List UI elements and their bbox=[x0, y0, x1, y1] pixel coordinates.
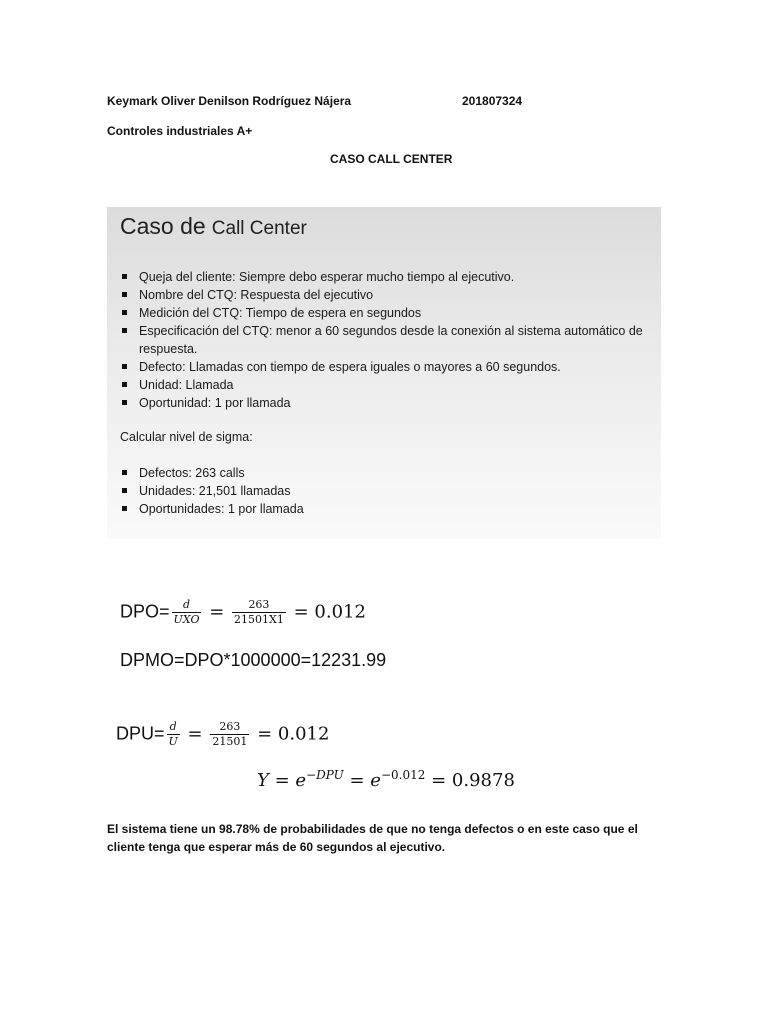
data-bullet-list bbox=[120, 464, 650, 518]
list-item: Oportunidades: 1 por llamada bbox=[120, 500, 650, 518]
dpmo-equation: DPMO=DPO*1000000=12231.99 bbox=[120, 650, 387, 670]
conclusion-paragraph: El sistema tiene un 98.78% de probabilidades de que no tenga defectos o en este caso que el cliente tenga que esperar más de 60 segundos al ejecutivo. bbox=[107, 822, 638, 854]
dpu-fraction-symbolic: $\frac{d}{U}$ bbox=[168, 720, 178, 748]
list-item: Especificación del CTQ: menor a 60 segundos desde la conexión al sistema automático de respuesta. bbox=[120, 322, 650, 358]
list-item: Unidades: 21,501 llamadas bbox=[120, 482, 650, 500]
yield-equation: $Y = e^{-DPU} = e^{-0.012} = 0.9878$ bbox=[257, 768, 515, 791]
dpo-fraction-numeric: $\frac{263}{21501X1}$ bbox=[234, 598, 284, 626]
list-item: Queja del cliente: Siempre debo esperar mucho tiempo al ejecutivo. bbox=[120, 268, 650, 286]
dpu-fraction-numeric: $\frac{263}{21501}$ bbox=[212, 720, 248, 748]
list-item: Defectos: 263 calls bbox=[120, 464, 650, 482]
list-item: Oportunidad: 1 por llamada bbox=[120, 394, 650, 412]
course-name: Controles industriales A+ bbox=[107, 124, 253, 138]
list-item: Unidad: Llamada bbox=[120, 376, 650, 394]
student-id: 201807324 bbox=[462, 94, 523, 108]
list-item: Defecto: Llamadas con tiempo de espera iguales o mayores a 60 segundos. bbox=[120, 358, 650, 376]
dpu-equation: DPU= $\frac{d}{U}$ = $\frac{263}{21501}$ = 0.012 bbox=[116, 720, 330, 748]
slide-image bbox=[107, 207, 661, 539]
list-item: Medición del CTQ: Tiempo de espera en segundos bbox=[120, 304, 650, 322]
case-title: CASO CALL CENTER bbox=[330, 152, 453, 166]
ctq-bullet-list bbox=[120, 268, 650, 412]
dpo-equation: DPO= $\frac{d}{\text{UXO}}$ = $\frac{263}{21501X1}$ = 0.012 bbox=[120, 598, 366, 626]
calc-label: Calcular nivel de sigma: bbox=[120, 430, 253, 444]
slide-title: Caso de Call Center bbox=[120, 213, 307, 239]
author-name: Keymark Oliver Denilson Rodríguez Nájera bbox=[107, 94, 352, 108]
dpo-fraction-symbolic: $\frac{d}{\text{UXO}}$ bbox=[173, 598, 200, 626]
list-item: Nombre del CTQ: Respuesta del ejecutivo bbox=[120, 286, 650, 304]
